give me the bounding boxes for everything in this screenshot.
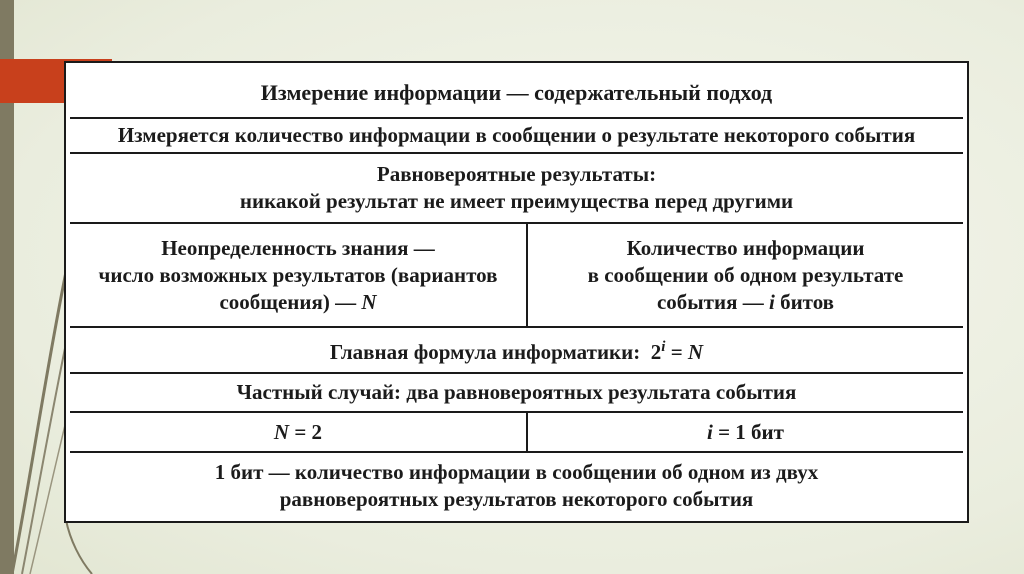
uncertainty-line-3: [219, 289, 376, 316]
equiprobable-line-1: Равновероятные результаты:: [376, 162, 657, 186]
definition-text: Измеряется количество информации в сообщении о результате некоторого события: [117, 123, 916, 147]
info-measurement-table: [64, 61, 969, 523]
uncertainty-line-2: число возможных результатов (вариантов: [98, 262, 498, 287]
formula-prefix: Главная формула информатики:: [329, 340, 641, 364]
uncertainty-cell: [70, 224, 528, 326]
bit-definition-row: [70, 453, 963, 519]
case-left-cell: [70, 413, 528, 451]
case-right-value: [707, 419, 784, 446]
two-column-row: [70, 224, 963, 328]
special-case-row: [70, 374, 963, 413]
amount-line-3-prefix: события —: [656, 289, 764, 314]
amount-line-3: [657, 289, 834, 316]
case-right-var: i: [707, 419, 713, 444]
definition-row: [70, 119, 963, 154]
equiprobable-row: [70, 154, 963, 224]
case-left-value: [274, 419, 322, 446]
amount-cell: [528, 224, 963, 326]
formula-equals: =: [670, 340, 683, 364]
case-right-rest: = 1 бит: [718, 419, 784, 444]
special-case-text: Частный случай: два равновероятных результата события: [236, 380, 797, 404]
uncertainty-var: N: [361, 289, 377, 314]
bit-definition-line-2: равновероятных результатов некоторого события: [279, 487, 754, 511]
formula-rhs: N: [687, 340, 704, 364]
formula-exponent: i: [661, 339, 666, 355]
case-left-rest: = 2: [294, 419, 323, 444]
amount-line-1: Количество информации: [626, 235, 865, 260]
formula-row: [70, 328, 963, 374]
case-values-row: [70, 413, 963, 453]
table-title-row: [70, 67, 963, 119]
amount-line-3-suffix: битов: [780, 289, 835, 314]
bit-definition-line-1: 1 бит — количество информации в сообщении об одном из двух: [214, 460, 819, 484]
formula-base: 2: [650, 340, 662, 364]
equiprobable-line-2: никакой результат не имеет преимущества перед другими: [239, 189, 794, 213]
amount-var: i: [768, 289, 775, 314]
uncertainty-line-3-prefix: сообщения) —: [219, 289, 357, 314]
case-left-var: N: [273, 419, 290, 444]
amount-line-2: в сообщении об одном результате: [587, 262, 904, 287]
formula-text: [330, 334, 703, 366]
case-right-cell: [528, 413, 963, 451]
table-title: Измерение информации — содержательный подход: [260, 79, 773, 105]
uncertainty-line-1: Неопределенность знания —: [161, 235, 435, 260]
